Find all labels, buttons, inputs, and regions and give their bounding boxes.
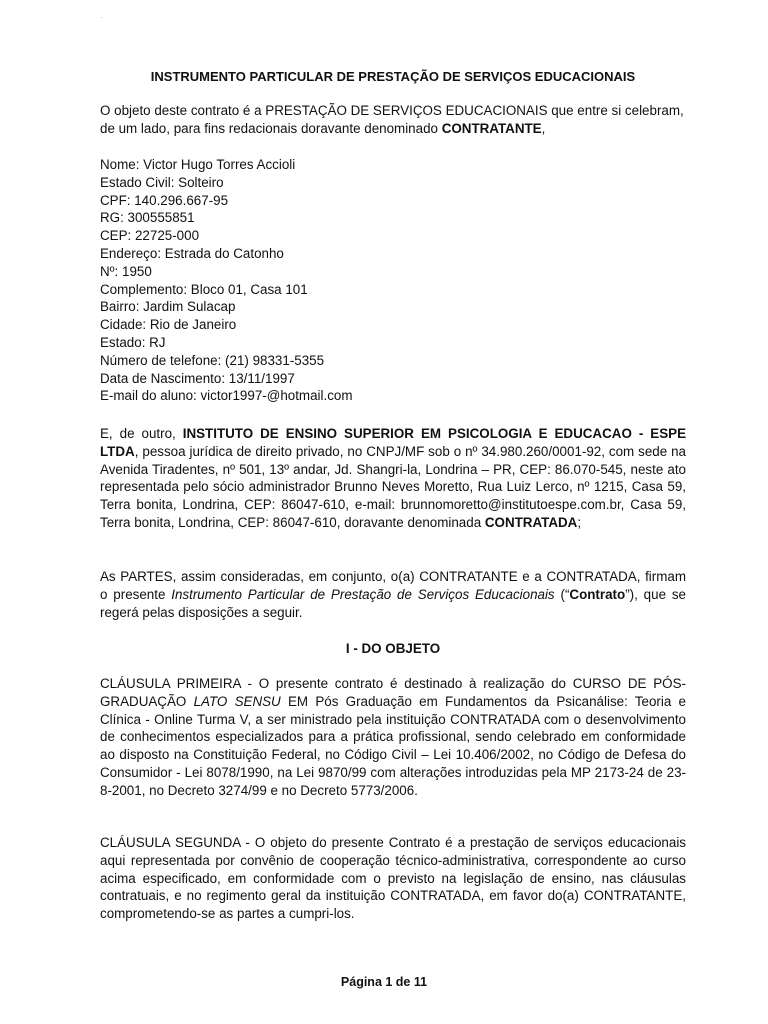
page-footer: Página 1 de 11 bbox=[340, 975, 428, 989]
contratante-details bbox=[100, 156, 686, 405]
field-cep: CEP: 22725-000 bbox=[100, 228, 200, 244]
contratada-term: CONTRATADA bbox=[484, 514, 578, 530]
contratada-paragraph bbox=[100, 425, 686, 532]
partes-quote-open: (“ bbox=[554, 586, 570, 602]
instrumento-title: Instrumento Particular de Prestação de Serviços Educacionais bbox=[171, 586, 555, 602]
field-complemento: Complemento: Bloco 01, Casa 101 bbox=[100, 281, 308, 297]
intro-text: de um lado, para fins redacionais doravante denominado bbox=[100, 120, 442, 136]
contratada-name: INSTITUTO DE ENSINO SUPERIOR EM PSICOLOGIA E EDUCACAO - ESPE LTDA bbox=[100, 426, 687, 459]
contratante-term: CONTRATANTE bbox=[441, 120, 542, 136]
section-title: I - DO OBJETO bbox=[345, 641, 441, 656]
contratada-punct: ; bbox=[577, 514, 582, 530]
field-nome: Nome: Victor Hugo Torres Accioli bbox=[100, 157, 296, 172]
partes-paragraph bbox=[100, 568, 686, 621]
lato-sensu-term: LATO SENSU bbox=[193, 693, 281, 709]
field-bairro: Bairro: Jardim Sulacap bbox=[100, 299, 236, 315]
partes-end: ”), que se regerá pelas disposições a seguir. bbox=[100, 586, 687, 620]
clausula-segunda: CLÁUSULA SEGUNDA - O objeto do presente Contrato é a prestação de serviços educacionais aqui representada por convênio de cooperação técnico-administrativa, correspondente ao curso acima especificado, em conformidade com o previsto na legislação de ensino, nas cláusulas contratuais, e no regimento geral da instituição CONTRATADA, em favor do(a) CONTRATANTE, comprometendo-se as partes a cumpri-los. bbox=[100, 835, 686, 922]
field-cidade: Cidade: Rio de Janeiro bbox=[100, 317, 237, 333]
clausula-primeira bbox=[100, 675, 686, 800]
intro-line-1: O objeto deste contrato é a PRESTAÇÃO DE SERVIÇOS EDUCACIONAIS que entre si celebram, bbox=[100, 103, 684, 118]
document-title: INSTRUMENTO PARTICULAR DE PRESTAÇÃO DE SERVIÇOS EDUCACIONAIS bbox=[150, 69, 636, 84]
field-rg: RG: 300555851 bbox=[100, 210, 195, 226]
field-estado: Estado: RJ bbox=[100, 334, 166, 350]
corner-mark: . bbox=[101, 14, 103, 20]
contratada-intro: E, de outro, bbox=[100, 426, 183, 441]
clausula-primeira-body: EM Pós Graduação em Fundamentos da Psicanálise: Teoria e Clínica - Online Turma V, a ser ministrado pela instituição CONTRATADA com o desenvolvimento de conhecimentos especializados para a prática profissional, sendo celebrado em conformidade ao disposto na Constituição Federal, no Código Civil – Lei 10.406/2002, no Código de Defesa do Consumidor - Lei 8078/1990, na Lei 9870/99 com alterações introduzidas pela MP 2173-24 de 23-8-2001, no Decreto 3274/99 e no Decreto 5773/2006. bbox=[100, 693, 687, 798]
contratada-body: , pessoa jurídica de direito privado, no CNPJ/MF sob o nº 34.980.260/0001-92, com sede na Avenida Tiradentes, nº 501, 13º andar, Jd. Shangri-la, Londrina – PR, CEP: 86.070-545, neste ato representada pelo sócio administrador Brunno Neves Moretto, Rua Luiz Lerco, nº 1215, Casa 59, Terra bonita, Londrina, CEP: 86047-610, e-mail: brunnomoretto@institutoespe.com.br, Casa 59, Terra bonita, Londrina, CEP: 86047-610, doravante denominada bbox=[100, 443, 686, 530]
clausula-primeira-text: CLÁUSULA PRIMEIRA - O presente contrato é destinado à realização do CURSO DE PÓS-GRADUAÇÃO bbox=[100, 676, 686, 709]
intro-line-2 bbox=[100, 120, 686, 138]
partes-text: As PARTES, assim consideradas, em conjunto, o(a) CONTRATANTE e a CONTRATADA, firmam o presente bbox=[100, 569, 686, 602]
field-endereco: Endereço: Estrada do Catonho bbox=[100, 245, 284, 261]
field-telefone: Número de telefone: (21) 98331-5355 bbox=[100, 352, 325, 368]
field-nascimento: Data de Nascimento: 13/11/1997 bbox=[100, 370, 295, 386]
field-cpf: CPF: 140.296.667-95 bbox=[100, 192, 229, 208]
intro-punct: , bbox=[541, 120, 546, 136]
field-numero: Nº: 1950 bbox=[100, 263, 152, 279]
intro-paragraph bbox=[100, 102, 686, 138]
field-email: E-mail do aluno: victor1997-@hotmail.com bbox=[100, 388, 353, 404]
field-estado-civil: Estado Civil: Solteiro bbox=[100, 174, 224, 190]
contrato-term: Contrato bbox=[569, 586, 626, 602]
